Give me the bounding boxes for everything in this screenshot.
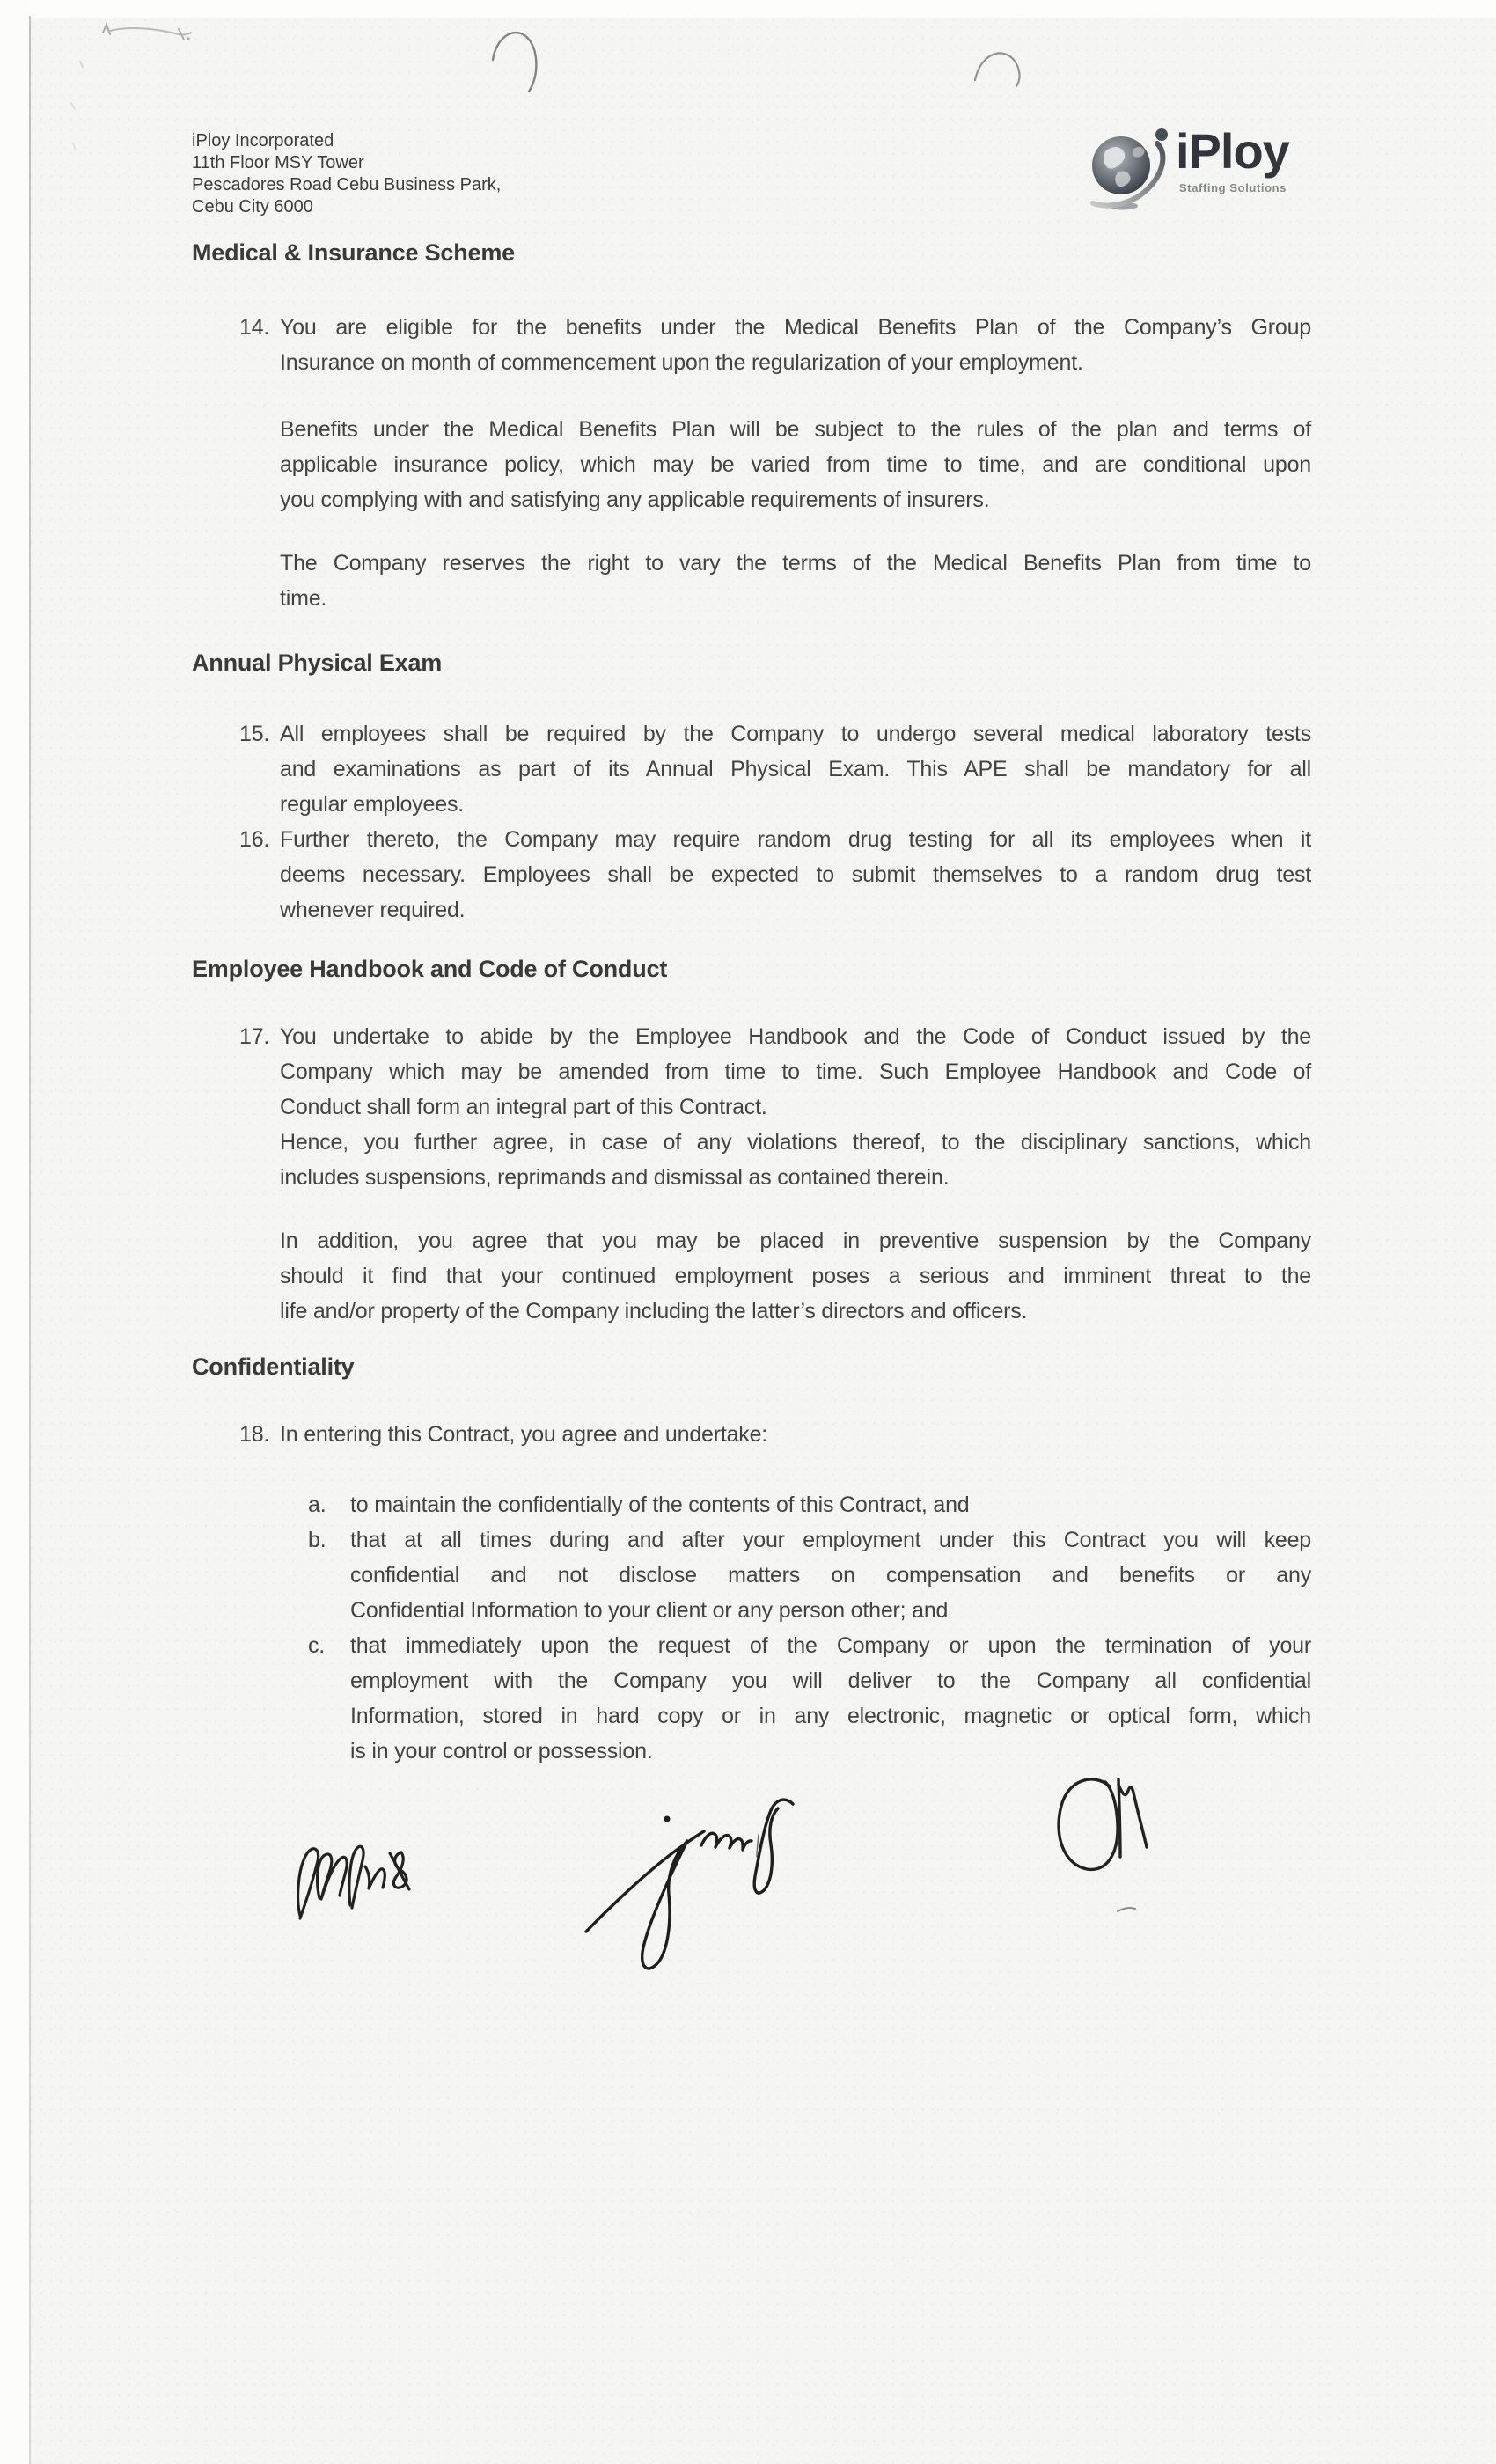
section-heading-confidentiality: Confidentiality: [192, 1353, 355, 1380]
paragraph-line: is in your control or possession.: [350, 1739, 653, 1764]
paragraph-line: whenever required.: [280, 898, 466, 922]
address-line: Cebu City 6000: [192, 197, 313, 216]
pencil-scribble-top-left: [71, 25, 191, 150]
list-number: 16.: [239, 827, 270, 852]
paragraph-14-reserve: [192, 546, 1311, 616]
paragraph-16: [192, 822, 1311, 928]
paragraph-14-benefits: [192, 412, 1311, 517]
paragraph-line: confidential and not disclose matters on compensation and benefits or any: [350, 1563, 1311, 1588]
paragraph-line: Hence, you further agree, in case of any violations thereof, to the disciplinary sanctions, which: [280, 1130, 1311, 1155]
paragraph-line: regular employees.: [280, 792, 465, 817]
paragraph-line: that at all times during and after your employment under this Contract you will keep: [350, 1528, 1311, 1552]
paragraph-line: to maintain the confidentially of the contents of this Contract, and: [350, 1492, 970, 1517]
paragraph-line: includes suspensions, reprimands and dismissal as contained therein.: [280, 1165, 950, 1190]
paragraph-line: In entering this Contract, you agree and undertake:: [280, 1422, 768, 1447]
paragraph-line: employment with the Company you will deliver to the Company all confidential: [350, 1668, 1311, 1693]
paragraph-line: Company which may be amended from time to time. Such Employee Handbook and Code of: [280, 1060, 1311, 1084]
handwritten-signature-left: [298, 1846, 409, 1918]
section-heading-medical-insurance: Medical & Insurance Scheme: [192, 239, 515, 266]
pen-arc-mark-top-right: [975, 53, 1020, 86]
handwritten-signature-center: [586, 1800, 793, 1969]
paragraph-line: You undertake to abide by the Employee Handbook and the Code of Conduct issued by the: [280, 1024, 1311, 1049]
pen-arc-mark-top-center: [493, 33, 536, 92]
globe-with-swoosh-icon: [1084, 118, 1176, 215]
logo-brand-text: iPloy: [1176, 123, 1289, 179]
address-line: 11th Floor MSY Tower: [192, 153, 364, 172]
paragraph-14: [192, 310, 1311, 380]
paragraph-line: Insurance on month of commencement upon the regularization of your employment.: [280, 350, 1083, 375]
paragraph-15: [192, 716, 1311, 822]
company-address-block: [192, 130, 501, 218]
list-number: 18.: [239, 1422, 270, 1447]
scan-edge-left: [0, 0, 29, 2464]
paragraph-line: Further thereto, the Company may require random drug testing for all its employees when it: [280, 827, 1311, 852]
list-number: 14.: [239, 315, 270, 340]
paragraph-line: The Company reserves the right to vary the terms of the Medical Benefits Plan from time to: [280, 551, 1311, 576]
paragraph-line: time.: [280, 586, 327, 611]
list-letter: c.: [308, 1633, 326, 1658]
scan-edge-top: [0, 0, 1496, 18]
page-edge-line: [29, 16, 31, 2464]
section-heading-annual-physical-exam: Annual Physical Exam: [192, 649, 443, 676]
paragraph-18: [192, 1417, 1311, 1452]
address-line: iPloy Incorporated: [192, 131, 334, 150]
company-logo: [1084, 118, 1331, 215]
handwritten-signature-right: [1059, 1779, 1147, 1911]
subitem-a: [192, 1487, 1311, 1522]
paragraph-line: applicable insurance policy, which may be varied from time to time, and are conditional upon: [280, 452, 1311, 477]
subitem-b: [192, 1522, 1311, 1628]
paragraph-line: All employees shall be required by the Company to undergo several medical laboratory tests: [280, 722, 1311, 746]
list-letter: b.: [308, 1528, 326, 1552]
paragraph-line: and examinations as part of its Annual Physical Exam. This APE shall be mandatory for all: [280, 757, 1311, 781]
paragraph-line: Benefits under the Medical Benefits Plan will be subject to the rules of the plan and terms of: [280, 417, 1311, 442]
paragraph-line: Conduct shall form an integral part of this Contract.: [280, 1095, 767, 1119]
paragraph-17: [192, 1019, 1311, 1195]
list-number: 17.: [239, 1024, 270, 1049]
paragraph-17-preventive-suspension: [192, 1223, 1311, 1329]
paragraph-line: You are eligible for the benefits under the Medical Benefits Plan of the Company’s Group: [280, 315, 1311, 340]
paragraph-line: that immediately upon the request of the Company or upon the termination of your: [350, 1633, 1311, 1658]
paragraph-line: Confidential Information to your client or any person other; and: [350, 1598, 949, 1623]
section-heading-employee-handbook: Employee Handbook and Code of Conduct: [192, 956, 668, 982]
paragraph-line: deems necessary. Employees shall be expected to submit themselves to a random drug test: [280, 862, 1311, 887]
paragraph-line: you complying with and satisfying any applicable requirements of insurers.: [280, 488, 990, 512]
logo-tagline-text: Staffing Solutions: [1179, 181, 1287, 194]
subitem-c: [192, 1628, 1311, 1769]
address-line: Pescadores Road Cebu Business Park,: [192, 175, 502, 194]
paragraph-line: In addition, you agree that you may be placed in preventive suspension by the Company: [280, 1228, 1311, 1253]
logo-swoosh-dot: [1155, 128, 1168, 141]
list-letter: a.: [308, 1492, 326, 1517]
list-number: 15.: [239, 722, 270, 746]
paragraph-line: Information, stored in hard copy or in any electronic, magnetic or optical form, which: [350, 1704, 1311, 1728]
paragraph-line: life and/or property of the Company including the latter’s directors and officers.: [280, 1299, 1028, 1324]
paragraph-line: should it find that your continued employment poses a serious and imminent threat to the: [280, 1264, 1311, 1288]
